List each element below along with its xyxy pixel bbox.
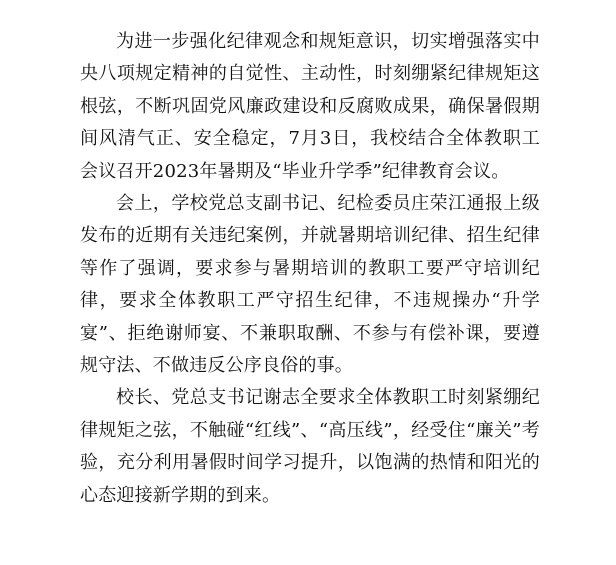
paragraph-meeting-details: 会上，学校党总支副书记、纪检委员庄荣江通报上级发布的近期有关违纪案例，并就暑期培训纪律、招生纪律等作了强调，要求参与暑期培训的教职工要严守培训纪律，要求全体教职工严守招生纪律，不违规操办“升学宴”、拒绝谢师宴、不兼职取酬、不参与有偿补课，要遵规守法、不做违反公序良俗的事。	[80, 193, 540, 377]
paragraph-principal-requirements: 校长、党总支书记谢志全要求全体教职工时刻紧绷纪律规矩之弦，不触碰“红线”、“高压线”，经受住“廉关”考验，充分利用暑假时间学习提升，以饱满的热情和阳光的心态迎接新学期的到来。	[80, 387, 540, 506]
article-body	[80, 26, 540, 512]
paragraph-intro: 为进一步强化纪律观念和规矩意识，切实增强落实中央八项规定精神的自觉性、主动性，时刻绷紧纪律规矩这根弦，不断巩固党风廉政建设和反腐败成果，确保暑假期间风清气正、安全稳定，7月3日，我校结合全体教职工会议召开2023年暑期及“毕业升学季”纪律教育会议。	[80, 31, 540, 182]
